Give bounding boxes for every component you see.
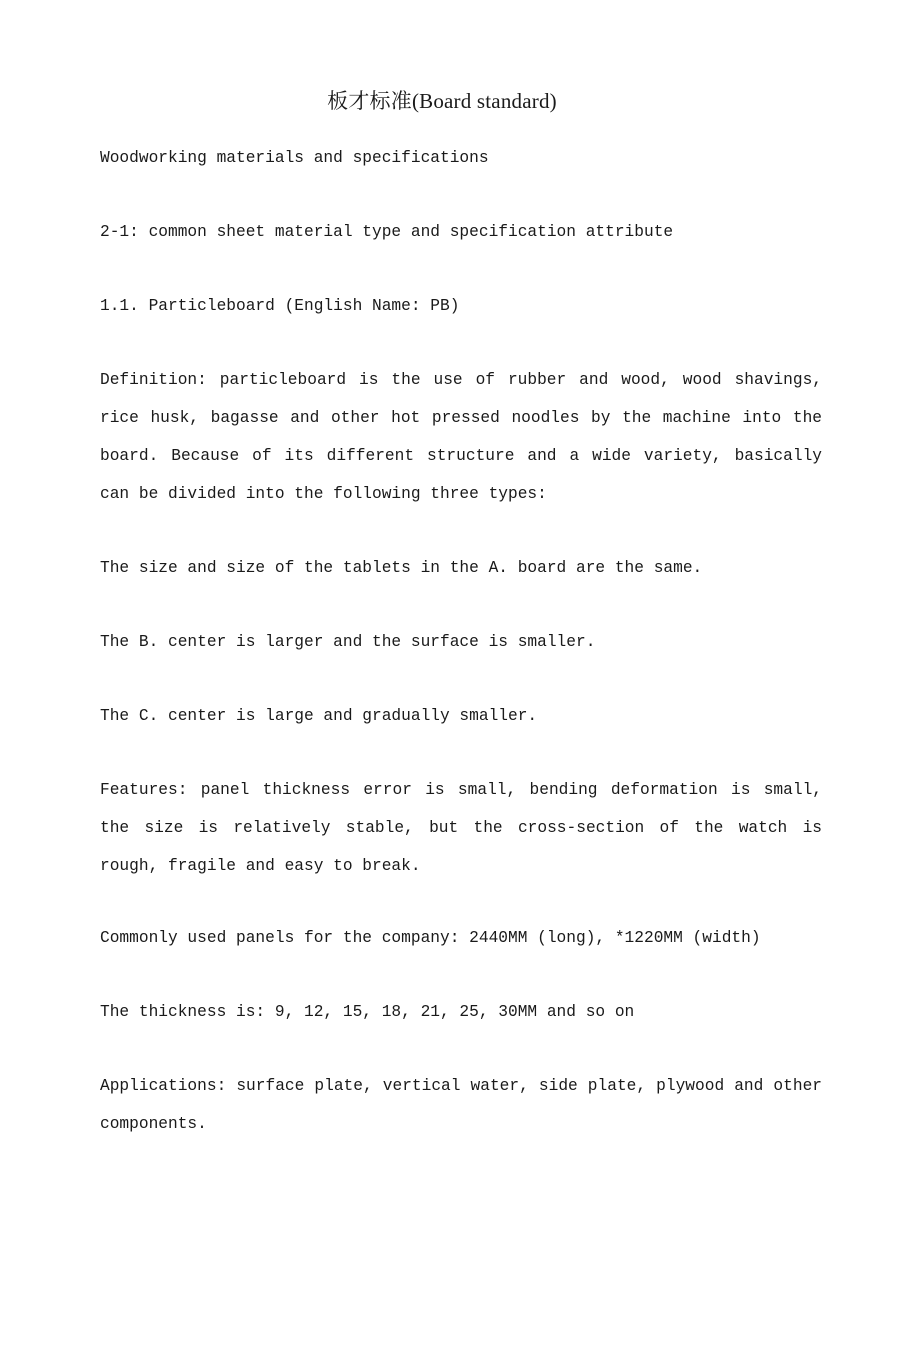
paragraph-panel-size: Commonly used panels for the company: 2440MM (long), *1220MM (width)	[100, 929, 761, 947]
paragraph-subsection-heading: 1.1. Particleboard (English Name: PB)	[100, 297, 460, 315]
paragraph-definition: Definition: particleboard is the use of rubber and wood, wood shavings, rice husk, bagasse and other hot pressed noodles by the machine into the board. Because of its different structure and a wide variety, basically can be divided into the following three types:	[100, 371, 822, 503]
paragraph-type-c: The C. center is large and gradually smaller.	[100, 707, 538, 725]
document-body	[100, 139, 822, 1179]
paragraph-type-a: The size and size of the tablets in the A. board are the same.	[100, 559, 703, 577]
document-title: 板才标准(Board standard)	[327, 89, 557, 113]
paragraph-features: Features: panel thickness error is small, bending deformation is small, the size is relatively stable, but the cross-section of the watch is rough, fragile and easy to break.	[100, 781, 822, 875]
paragraph-section-heading: 2-1: common sheet material type and specification attribute	[100, 223, 674, 241]
paragraph-subtitle: Woodworking materials and specifications	[100, 149, 489, 167]
paragraph-applications: Applications: surface plate, vertical water, side plate, plywood and other components.	[100, 1077, 822, 1133]
paragraph-thickness: The thickness is: 9, 12, 15, 18, 21, 25, 30MM and so on	[100, 1003, 635, 1021]
paragraph-type-b: The B. center is larger and the surface is smaller.	[100, 633, 596, 651]
